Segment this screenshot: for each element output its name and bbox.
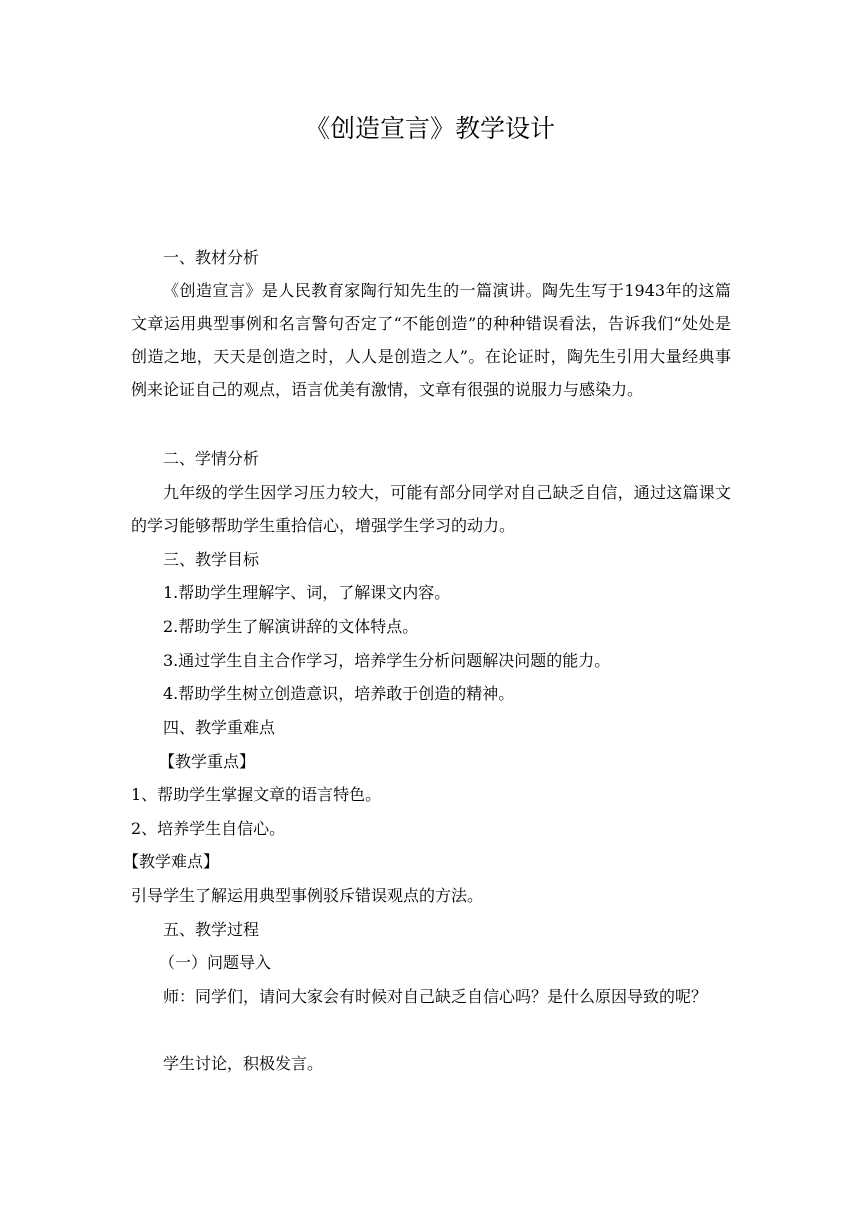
student-analysis-paragraph: 九年级的学生因学习压力较大，可能有部分同学对自己缺乏自信，通过这篇课文的学习能够帮助学生重拾信心，增强学生学习的动力。 (131, 483, 731, 535)
difficult-point-text: 引导学生了解运用典型事例驳斥错误观点的方法。 (131, 886, 484, 905)
section-heading-student-analysis: 二、学情分析 (163, 449, 260, 468)
document-title: 《创造宣言》教学设计 (304, 114, 555, 143)
subheading-question-intro: （一）问题导入 (159, 953, 272, 972)
goal-item-3: 3.通过学生自主合作学习，培养学生分析问题解决问题的能力。 (163, 651, 611, 670)
section-heading-material-analysis: 一、教材分析 (163, 248, 260, 267)
student-discussion-paragraph: 学生讨论，积极发言。 (163, 1054, 324, 1073)
subheading-key-points: 【教学重点】 (159, 752, 256, 771)
teacher-question-paragraph: 师：同学们，请问大家会有时候对自己缺乏自信心吗？是什么原因导致的呢？ (163, 987, 708, 1006)
section-heading-teaching-goals: 三、教学目标 (163, 550, 260, 569)
material-analysis-paragraph: 《创造宣言》是人民教育家陶行知先生的一篇演讲。陶先生写于1943年的这篇文章运用典型事例和名言警句否定了“不能创造”的种种错误看法，告诉我们“处处是创造之地，天天是创造之时，人人是创造之人”。在论证时，陶先生引用大量经典事例来论证自己的观点，语言优美有激情，文章有很强的说服力与感染力。 (131, 281, 731, 399)
section-heading-teaching-process: 五、教学过程 (163, 920, 260, 939)
section-heading-key-points: 四、教学重难点 (163, 718, 276, 737)
goal-item-1: 1.帮助学生理解字、词，了解课文内容。 (163, 583, 451, 602)
key-point-item-1: 1、帮助学生掌握文章的语言特色。 (131, 785, 382, 804)
subheading-difficult-points: 【教学难点】 (123, 852, 220, 871)
goal-item-2: 2.帮助学生了解演讲辞的文体特点。 (163, 617, 419, 636)
goal-item-4: 4.帮助学生树立创造意识，培养敢于创造的精神。 (163, 684, 515, 703)
key-point-item-2: 2、培养学生自信心。 (131, 819, 286, 838)
